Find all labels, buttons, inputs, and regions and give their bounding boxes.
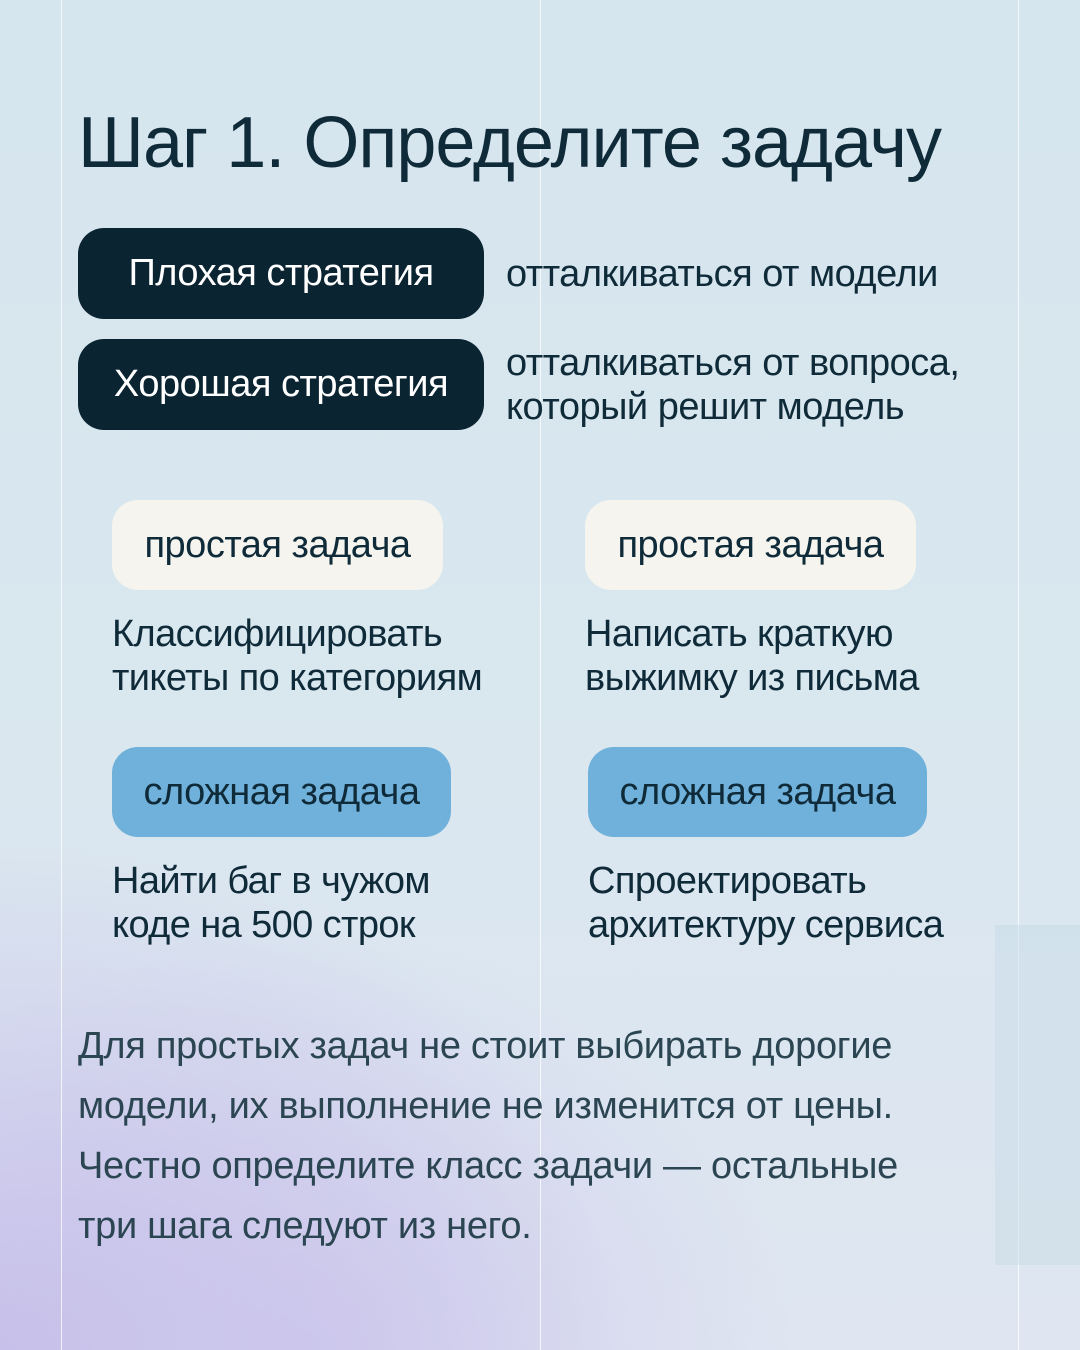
easy-task-chip-left: простая задача [112, 500, 443, 590]
guide-line-left [61, 0, 62, 1350]
good-strategy-text-line: отталкиваться от вопроса, [506, 341, 960, 384]
page-title: Шаг 1. Определите задачу [78, 103, 941, 183]
bad-strategy-text-line: отталкиваться от модели [506, 252, 938, 295]
easy-task-description-right [585, 612, 919, 700]
summary-note [78, 1016, 998, 1256]
note-line: три шага следуют из него. [78, 1205, 532, 1247]
bad-strategy-text [506, 252, 938, 296]
easy-task-chip-right: простая задача [585, 500, 916, 590]
strategy-row-good [78, 339, 959, 430]
hard-task-chip-right: сложная задача [588, 747, 927, 837]
bad-strategy-badge: Плохая стратегия [78, 228, 484, 319]
decorative-strip [995, 925, 1080, 1265]
easy-task-description-left [112, 612, 482, 700]
good-strategy-text [506, 341, 959, 429]
hard-task-chip-left: сложная задача [112, 747, 451, 837]
description-line: коде на 500 строк [112, 904, 415, 946]
good-strategy-badge: Хорошая стратегия [78, 339, 484, 430]
strategy-row-bad [78, 228, 938, 319]
hard-task-description-left [112, 859, 430, 947]
description-line: Найти баг в чужом [112, 860, 430, 902]
note-line: модели, их выполнение не изменится от цены. [78, 1085, 893, 1127]
description-line: тикеты по категориям [112, 657, 483, 699]
note-line: Для простых задач не стоит выбирать дорогие [78, 1025, 893, 1067]
description-line: Спроектировать [588, 860, 867, 902]
description-line: Классифицировать [112, 613, 443, 655]
good-strategy-text-line: который решит модель [506, 385, 905, 428]
hard-task-description-right [588, 859, 943, 947]
description-line: Написать краткую [585, 613, 893, 655]
description-line: выжимку из письма [585, 657, 919, 699]
note-line: Честно определите класс задачи — остальные [78, 1145, 898, 1187]
description-line: архитектуру сервиса [588, 904, 944, 946]
